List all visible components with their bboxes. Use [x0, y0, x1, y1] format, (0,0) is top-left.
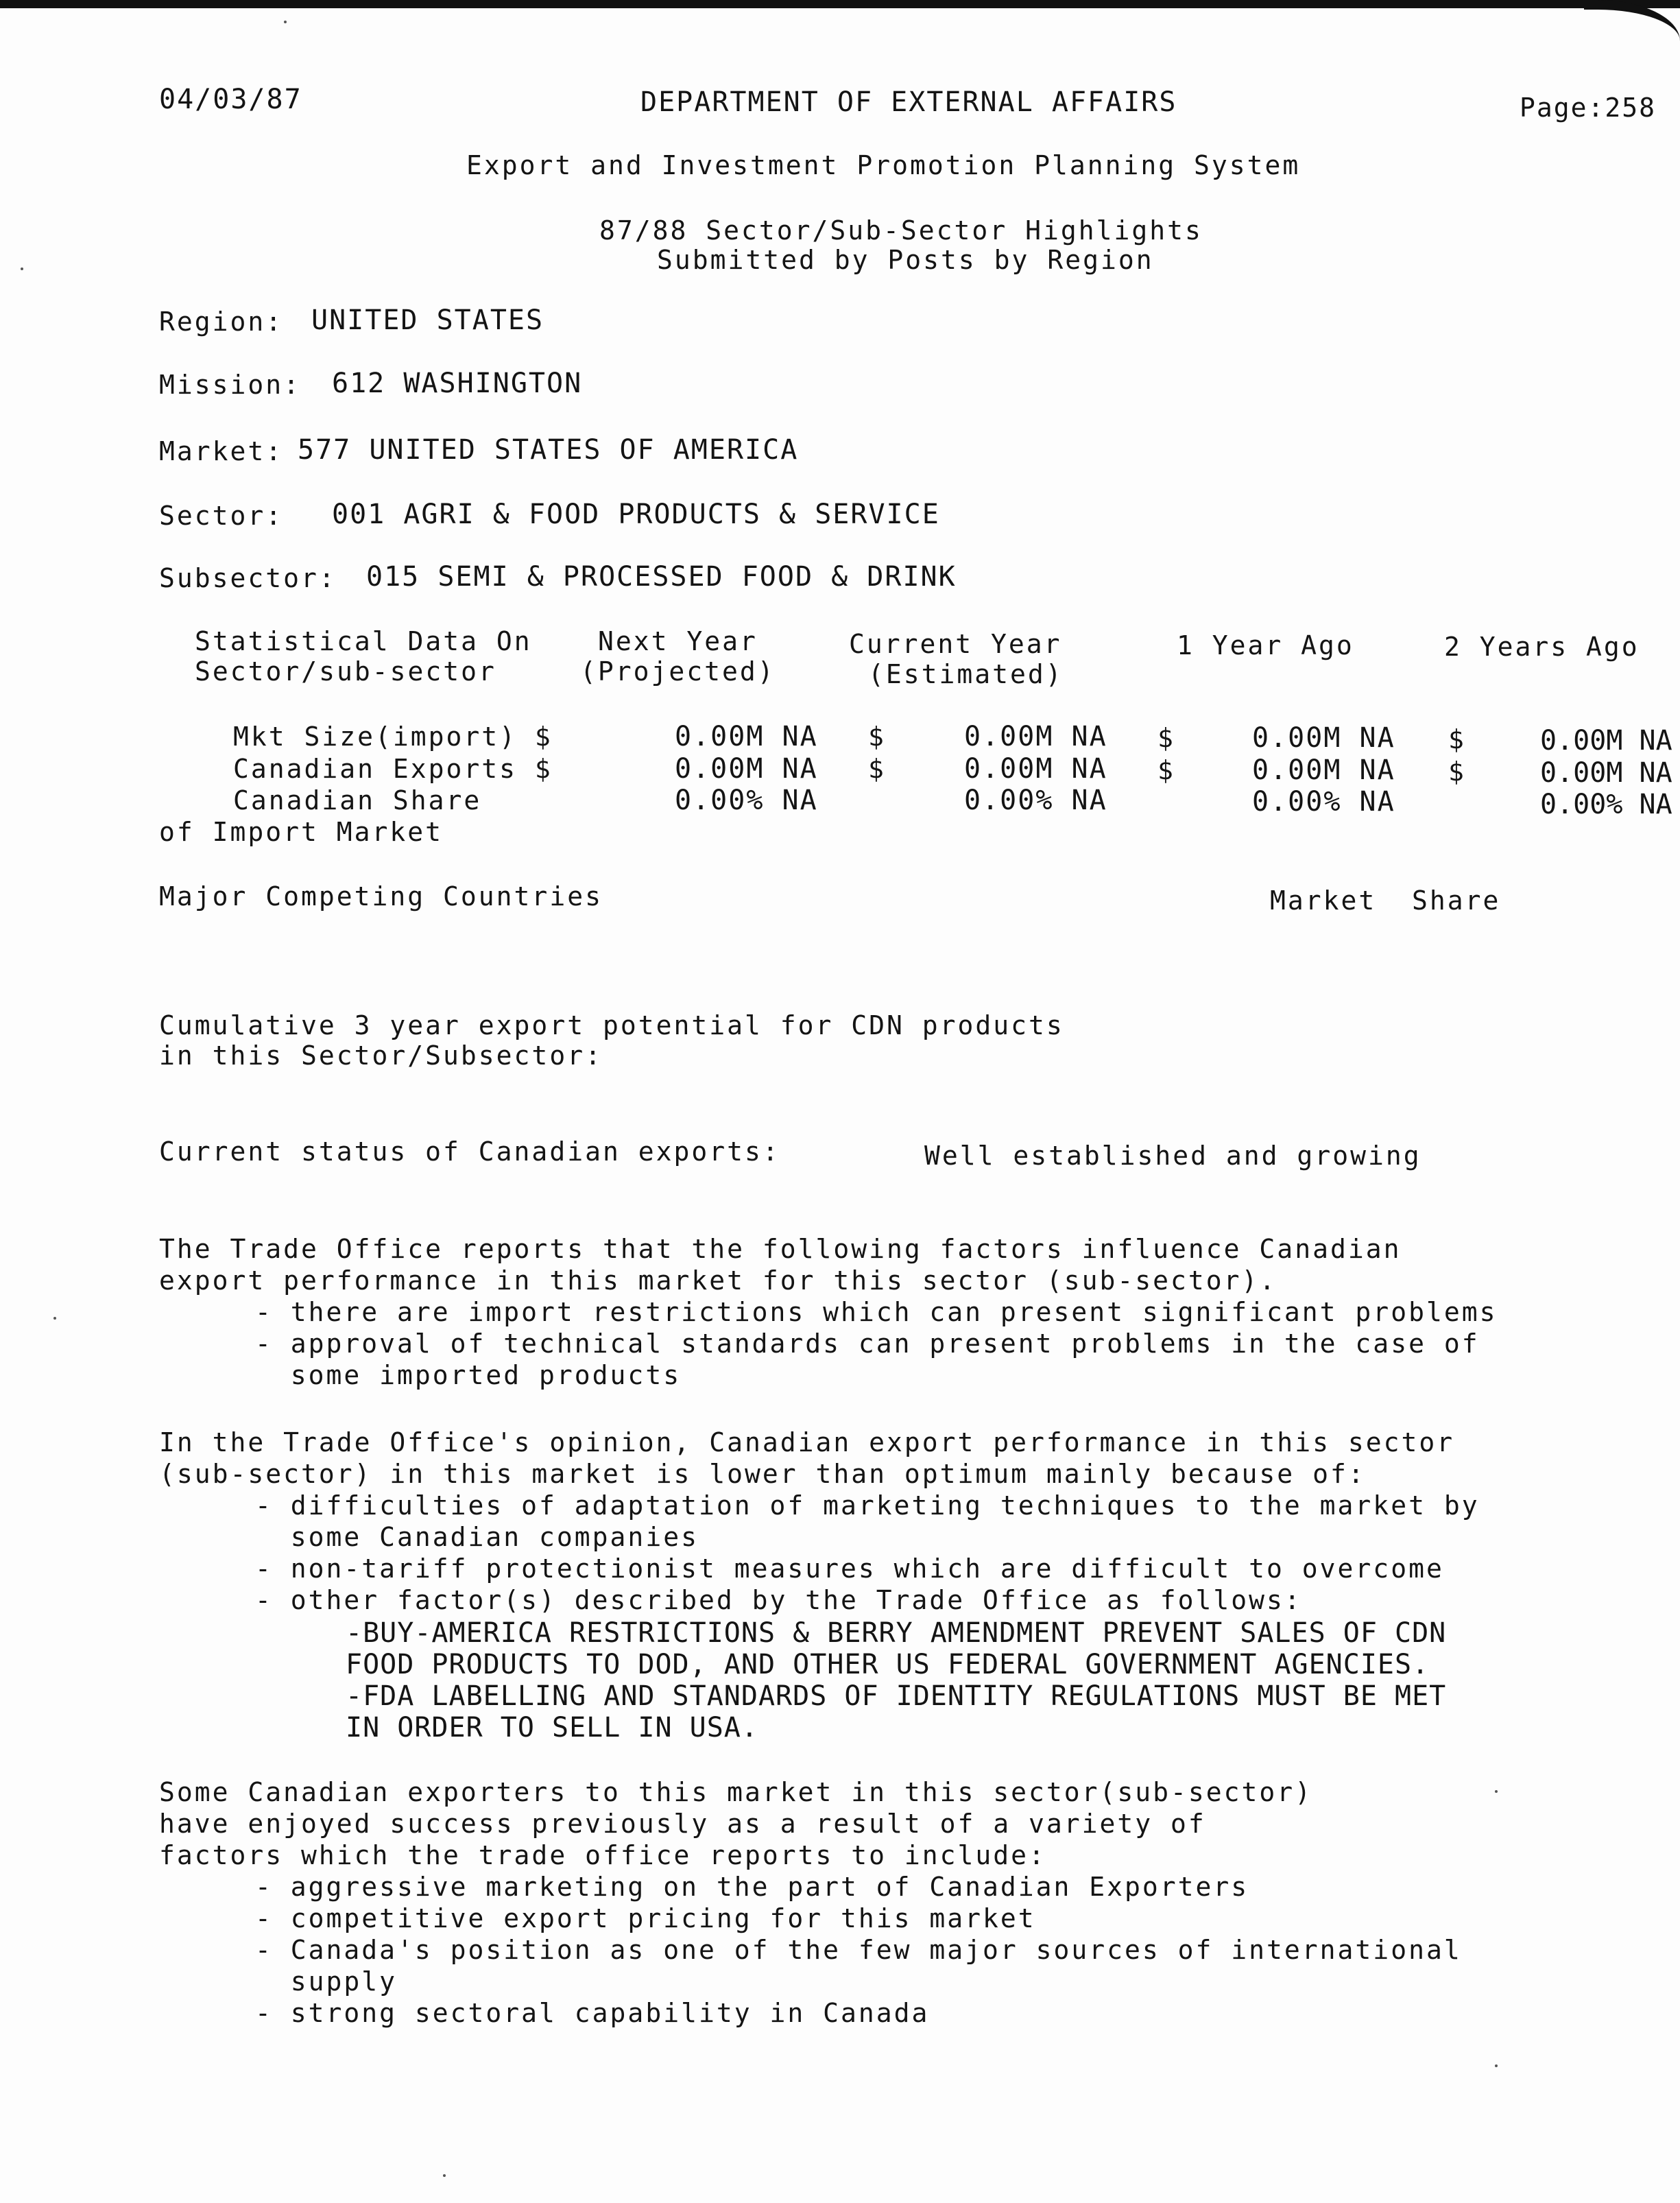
sector-value: 001 AGRI & FOOD PRODUCTS & SERVICE [332, 499, 940, 530]
paragraph-line: factors which the trade office reports to include: [159, 1840, 1046, 1870]
stats-cell: 0.00% NA [675, 785, 818, 816]
currency-symbol: $ [1448, 757, 1466, 787]
export-potential-text: Cumulative 3 year export potential for CDN products [159, 1010, 1064, 1040]
paragraph-line: export performance in this market for this sector (sub-sector). [159, 1265, 1277, 1296]
list-item: - aggressive marketing on the part of Canadian Exporters [255, 1872, 1249, 1902]
scan-speck [284, 21, 287, 23]
mission-label: Mission: [159, 370, 302, 400]
column-header: Current Year [849, 629, 1062, 659]
export-potential-text: in this Sector/Subsector: [159, 1040, 603, 1071]
scan-speck [21, 267, 23, 270]
market-value: 577 UNITED STATES OF AMERICA [298, 434, 799, 466]
list-item: - Canada's position as one of the few major sources of international [255, 1935, 1462, 1965]
stats-cell: 0.00M NA [1540, 757, 1672, 789]
page-number: Page:258 [1520, 93, 1657, 123]
stats-cell: 0.00M NA [964, 753, 1107, 785]
list-item: - difficulties of adaptation of marketing techniques to the market by [255, 1490, 1480, 1521]
stats-footer-label: of Import Market [159, 817, 444, 847]
currency-symbol: $ [1448, 724, 1466, 754]
list-item: - strong sectoral capability in Canada [255, 1998, 930, 2028]
stats-cell: 0.00M NA [675, 753, 818, 785]
list-item: - approval of technical standards can present problems in the case of [255, 1329, 1480, 1359]
detail-line: -BUY-AMERICA RESTRICTIONS & BERRY AMENDMENT PREVENT SALES OF CDN [346, 1617, 1447, 1649]
stats-cell: 0.00M NA [1252, 754, 1395, 786]
subsector-value: 015 SEMI & PROCESSED FOOD & DRINK [366, 561, 957, 593]
region-label: Region: [159, 307, 284, 337]
currency-symbol: $ [868, 754, 886, 784]
list-item: supply [255, 1966, 398, 1997]
column-header: Next Year [598, 626, 758, 656]
list-item: some Canadian companies [255, 1522, 699, 1552]
paragraph-line: (sub-sector) in this market is lower than optimum mainly because of: [159, 1459, 1366, 1489]
scan-speck [53, 1317, 56, 1320]
report-title: 87/88 Sector/Sub-Sector Highlights [599, 215, 1203, 246]
currency-symbol: $ [868, 722, 886, 752]
market-share-label: Market Share [1270, 885, 1501, 916]
scan-speck [1495, 2064, 1498, 2067]
list-item: - there are import restrictions which can present significant problems [255, 1297, 1498, 1327]
export-status-label: Current status of Canadian exports: [159, 1136, 780, 1167]
stats-cell: 0.00M NA [1540, 725, 1672, 757]
report-subtitle: Submitted by Posts by Region [657, 245, 1154, 275]
stats-row-label: Canadian Exports $ [233, 754, 553, 784]
sector-label: Sector: [159, 501, 284, 531]
detail-line: FOOD PRODUCTS TO DOD, AND OTHER US FEDERAL GOVERNMENT AGENCIES. [346, 1649, 1430, 1680]
stats-row-label: Canadian Share [233, 785, 482, 815]
column-header: 2 Years Ago [1444, 632, 1640, 662]
stats-cell: 0.00% NA [1252, 786, 1395, 818]
stats-header-label: Sector/sub-sector [195, 656, 496, 687]
stats-row-label: Mkt Size(import) $ [233, 722, 553, 752]
stats-cell: 0.00% NA [1540, 789, 1672, 820]
subsector-label: Subsector: [159, 563, 337, 593]
list-item: - non-tariff protectionist measures which are difficult to overcome [255, 1553, 1444, 1584]
stats-cell: 0.00M NA [1252, 722, 1395, 754]
list-item: some imported products [255, 1360, 682, 1390]
stats-cell: 0.00M NA [675, 721, 818, 752]
paragraph-line: In the Trade Office's opinion, Canadian export performance in this sector [159, 1427, 1455, 1457]
stats-header-label: Statistical Data On [195, 626, 532, 656]
scan-speck [1495, 1790, 1498, 1793]
paragraph-line: have enjoyed success previously as a result of a variety of [159, 1809, 1206, 1839]
stats-cell: 0.00% NA [964, 785, 1107, 816]
stats-cell: 0.00M NA [964, 721, 1107, 752]
system-title: Export and Investment Promotion Planning System [466, 150, 1301, 180]
list-item: - other factor(s) described by the Trade Office as follows: [255, 1585, 1302, 1615]
paragraph-line: Some Canadian exporters to this market in this sector(sub-sector) [159, 1777, 1313, 1807]
paragraph-line: The Trade Office reports that the following factors influence Canadian [159, 1234, 1402, 1264]
scan-speck [443, 2174, 446, 2177]
currency-symbol: $ [1157, 723, 1175, 753]
scan-top-edge [0, 0, 1680, 8]
competing-countries-label: Major Competing Countries [159, 881, 603, 912]
market-label: Market: [159, 436, 284, 466]
department-name: DEPARTMENT OF EXTERNAL AFFAIRS [640, 86, 1177, 118]
export-status-value: Well established and growing [924, 1141, 1421, 1171]
currency-symbol: $ [1157, 755, 1175, 785]
column-subheader: (Estimated) [868, 659, 1064, 689]
column-subheader: (Projected) [580, 656, 776, 687]
detail-line: IN ORDER TO SELL IN USA. [346, 1712, 758, 1743]
mission-value: 612 WASHINGTON [332, 368, 583, 399]
report-date: 04/03/87 [159, 84, 302, 115]
column-header: 1 Year Ago [1177, 630, 1354, 660]
region-value: UNITED STATES [311, 305, 544, 336]
detail-line: -FDA LABELLING AND STANDARDS OF IDENTITY REGULATIONS MUST BE MET [346, 1680, 1447, 1712]
list-item: - competitive export pricing for this market [255, 1903, 1036, 1933]
